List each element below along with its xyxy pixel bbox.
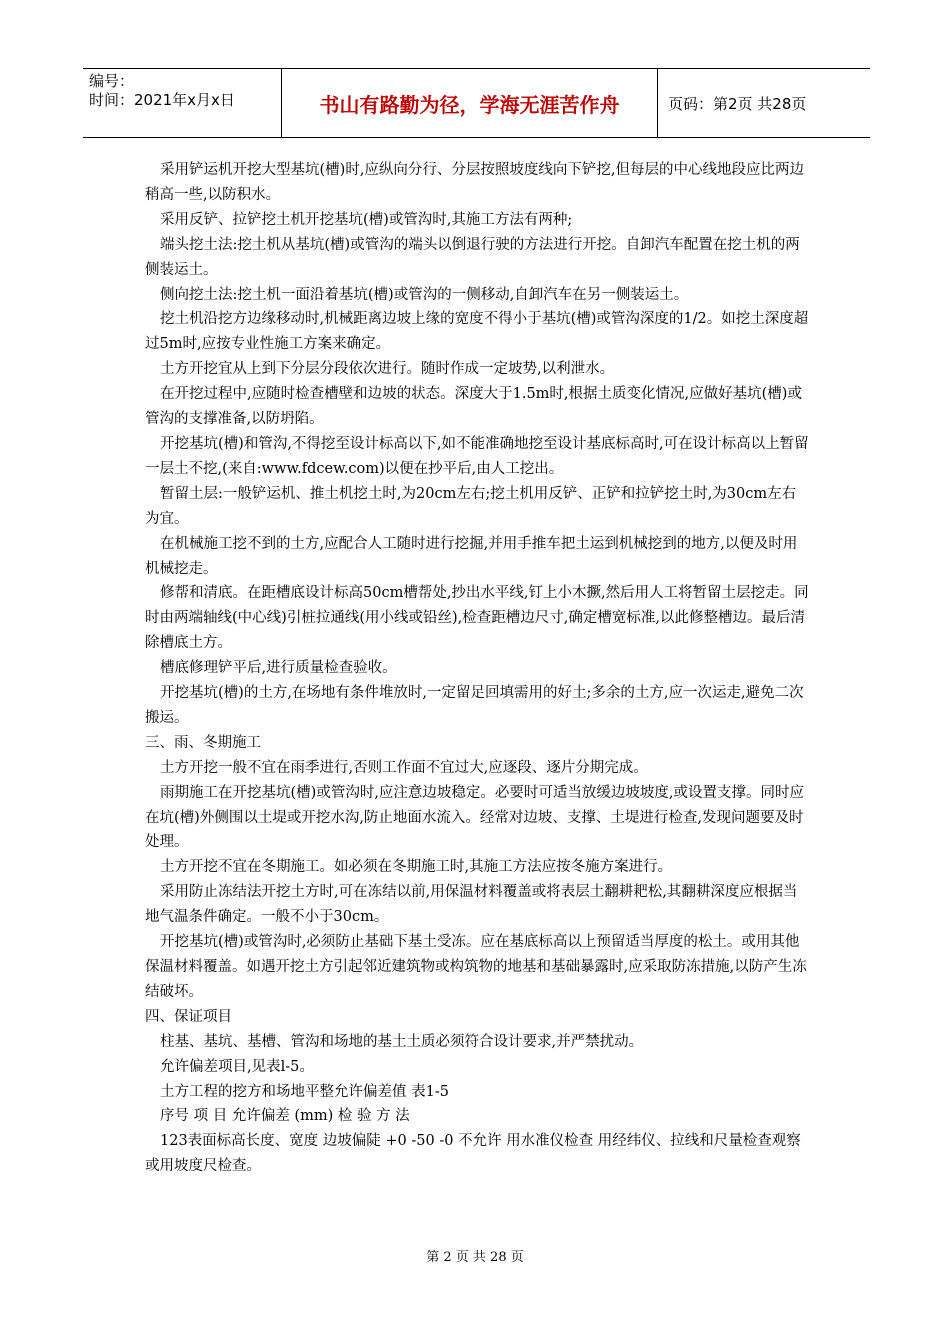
paragraph: 采用防止冻结法开挖土方时,可在冻结以前,用保温材料覆盖或将表层土翻耕耙松,其翻耕深度应根据当地气温条件确定。一般不小于30cm。 <box>145 884 798 926</box>
paragraph: 开挖基坑(槽)的土方,在场地有条件堆放时,一定留足回填需用的好土;多余的土方,应一次运走,避免二次搬运。 <box>145 685 804 726</box>
page-header <box>83 68 870 138</box>
paragraph: 开挖基坑(槽)和管沟,不得挖至设计标高以下,如不能准确地挖至设计基底标高时,可在设计标高以上暂留一层土不挖,(来自:www.fdcew.com)以便在抄平后,由人工挖出。 <box>145 435 809 477</box>
section-heading: 三、雨、冬期施工 <box>145 734 261 751</box>
document-number-label: 编号： <box>89 72 135 90</box>
paragraph: 修帮和清底。在距槽底设计标高50cm槽帮处,抄出水平线,钉上小木撅,然后用人工将暂留土层挖走。同时由两端轴线(中心线)引桩拉通线(用小线或铅丝),检查距槽边尺寸,确定槽宽标准,以此修整槽边。最后清除槽底土方。 <box>145 585 809 652</box>
paragraph: 柱基、基坑、基槽、管沟和场地的基土土质必须符合设计要求,并严禁扰动。 <box>160 1033 644 1050</box>
paragraph: 挖土机沿挖方边缘移动时,机械距离边坡上缘的宽度不得小于基坑(槽)或管沟深度的1/2。如挖土深度超过5m时,应按专业性施工方案来确定。 <box>145 311 809 353</box>
paragraph: 土方开挖一般不宜在雨季进行,否则工作面不宜过大,应逐段、逐片分期完成。 <box>160 759 648 776</box>
paragraph: 暂留土层:一般铲运机、推土机挖土时,为20cm左右;挖土机用反铲、正铲和拉铲挖土时,为30cm左右为宜。 <box>145 485 797 527</box>
paragraph: 开挖基坑(槽)或管沟时,必须防止基础下基土受冻。应在基底标高以上预留适当厚度的松土。或用其他保温材料覆盖。如遇开挖土方引起邻近建筑物或构筑物的地基和基础暴露时,应采取防冻措施,以防产生冻结破坏。 <box>145 934 807 1000</box>
paragraph: 土方开挖不宜在冬期施工。如必须在冬期施工时,其施工方法应按冬施方案进行。 <box>160 859 673 876</box>
document-time-label: 时间：2021年x月x日 <box>89 91 235 109</box>
document-body <box>145 158 810 1179</box>
paragraph: 允许偏差项目,见表l-5。 <box>160 1058 314 1075</box>
header-motto: 书山有路勤为径，学海无涯苦作舟 <box>282 69 658 137</box>
paragraph: 采用铲运机开挖大型基坑(槽)时,应纵向分行、分层按照坡度线向下铲挖,但每层的中心线地段应比两边稍高一些,以防积水。 <box>145 162 805 203</box>
paragraph: 在机械施工挖不到的土方,应配合人工随时进行挖掘,并用手推车把土运到机械挖到的地方,以便及时用机械挖走。 <box>145 535 798 577</box>
paragraph: 侧向挖土法:挖土机一面沿着基坑(槽)或管沟的一侧移动,自卸汽车在另一侧装运土。 <box>160 286 689 303</box>
table-caption: 土方工程的挖方和场地平整允许偏差值 表1-5 <box>160 1083 449 1100</box>
section-heading: 四、保证项目 <box>145 1008 232 1025</box>
page-footer: 第 2 页 共 28 页 <box>426 1250 524 1265</box>
header-meta <box>83 69 282 137</box>
paragraph: 槽底修理铲平后,进行质量检查验收。 <box>160 660 397 677</box>
table-body-row: 123表面标高长度、宽度 边坡偏陡 +0 -50 -0 不允许 用水准仪检查 用经纬仪、拉线和尺量检查观察或用坡度尺检查。 <box>145 1133 801 1175</box>
paragraph: 雨期施工在开挖基坑(槽)或管沟时,应注意边坡稳定。必要时可适当放缓边坡坡度,或设置支撑。同时应在坑(槽)外侧围以土堤或开挖水沟,防止地面水流入。经常对边坡、支撑、土堤进行检查,发现问题要及时处理。 <box>145 784 805 851</box>
paragraph: 土方开挖宜从上到下分层分段依次进行。随时作成一定坡势,以利泄水。 <box>160 361 615 378</box>
table-header-row: 序号 项 目 允许偏差 (mm) 检 验 方 法 <box>160 1108 410 1125</box>
paragraph: 在开挖过程中,应随时检查槽壁和边坡的状态。深度大于1.5m时,根据土质变化情况,应做好基坑(槽)或管沟的支撑准备,以防坍陷。 <box>145 386 802 428</box>
paragraph: 采用反铲、拉铲挖土机开挖基坑(槽)或管沟时,其施工方法有两种; <box>160 211 573 228</box>
header-page-label: 页码：第2页 共28页 <box>668 94 807 113</box>
paragraph: 端头挖土法:挖土机从基坑(槽)或管沟的端头以倒退行驶的方法进行开挖。自卸汽车配置在挖土机的两侧装运土。 <box>145 236 800 278</box>
